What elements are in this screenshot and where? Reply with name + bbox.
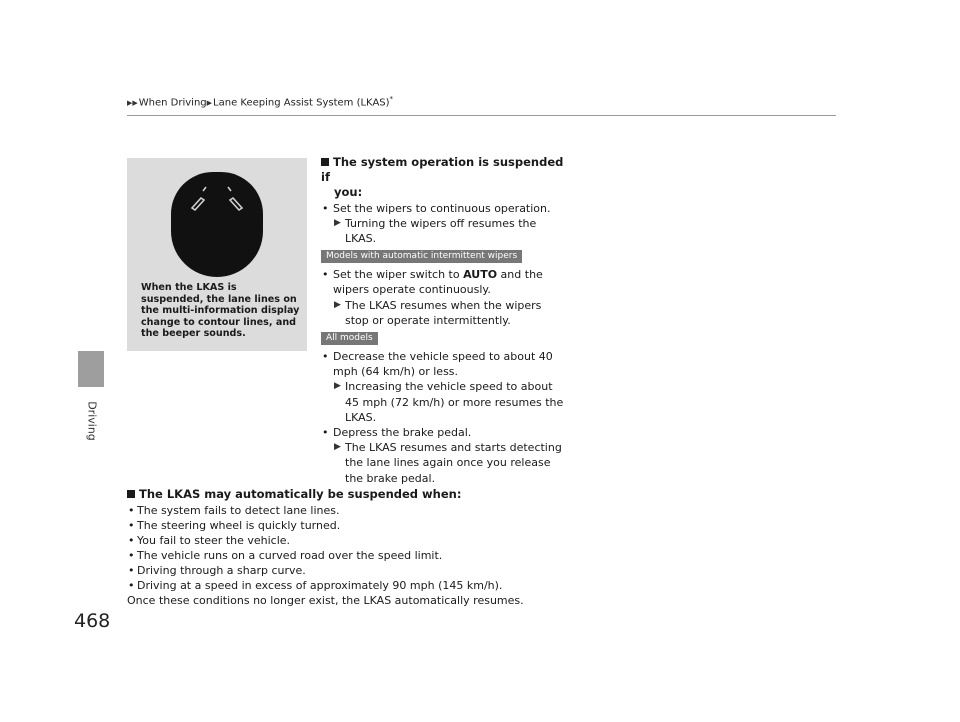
list-item: • The system fails to detect lane lines. bbox=[127, 503, 627, 518]
section-heading: The LKAS may automatically be suspended when: bbox=[127, 487, 627, 502]
arrow-icon: ▶▶ bbox=[127, 99, 138, 108]
list-item: • Driving through a sharp curve. bbox=[127, 563, 627, 578]
arrow-icon: ▶ bbox=[334, 217, 341, 228]
footnote-mark: * bbox=[389, 95, 394, 103]
arrow-icon: ▶ bbox=[206, 99, 213, 108]
sub-item: ▶ Increasing the vehicle speed to about 45 mph (72 km/h) or more resumes the LKAS. bbox=[334, 380, 564, 424]
section-heading: The system operation is suspended if bbox=[321, 155, 564, 185]
closing-text: Once these conditions no longer exist, the LKAS automatically resumes. bbox=[127, 594, 524, 607]
suspended-section bbox=[321, 155, 566, 486]
model-badge: All models bbox=[321, 332, 378, 345]
list-item: • The vehicle runs on a curved road over the speed limit. bbox=[127, 548, 627, 563]
list-item: • Depress the brake pedal. bbox=[321, 425, 566, 440]
section-label: Driving bbox=[85, 401, 99, 441]
lkas-display-image bbox=[171, 172, 263, 277]
list-item: • Decrease the vehicle speed to about 40 mph (64 km/h) or less. bbox=[321, 349, 566, 379]
section-tab bbox=[78, 351, 104, 387]
header-rule bbox=[127, 115, 836, 116]
page-number: 468 bbox=[74, 610, 111, 632]
list-item: • The steering wheel is quickly turned. bbox=[127, 518, 627, 533]
sub-item: ▶ The LKAS resumes when the wipers stop or operate intermittently. bbox=[334, 298, 542, 327]
breadcrumb-when-driving[interactable]: When Driving bbox=[138, 97, 207, 109]
breadcrumb-lkas[interactable]: Lane Keeping Assist System (LKAS) bbox=[213, 97, 390, 109]
list-item: • Set the wipers to continuous operation. bbox=[321, 201, 566, 216]
auto-suspend-section bbox=[127, 487, 627, 608]
sub-item: ▶ Turning the wipers off resumes the LKAS. bbox=[334, 216, 537, 246]
list-item: • Driving at a speed in excess of approximately 90 mph (145 km/h). bbox=[127, 578, 627, 593]
sub-item: ▶ The LKAS resumes and starts detecting the lane lines again once you release the brake pedal. bbox=[334, 441, 562, 485]
lane-lines-icon bbox=[171, 172, 263, 277]
info-box-caption: When the LKAS is suspended, the lane lines on the multi-information display change to contour lines, and the beeper sounds. bbox=[141, 282, 300, 340]
arrow-icon: ▶ bbox=[334, 442, 341, 453]
list-item: • You fail to steer the vehicle. bbox=[127, 533, 627, 548]
arrow-icon: ▶ bbox=[334, 299, 341, 310]
square-bullet-icon bbox=[127, 490, 135, 498]
square-bullet-icon bbox=[321, 158, 329, 166]
section-heading-cont: you: bbox=[334, 185, 363, 200]
model-badge: Models with automatic intermittent wipers bbox=[321, 250, 522, 263]
arrow-icon: ▶ bbox=[334, 381, 341, 392]
auto-keyword: AUTO bbox=[463, 268, 498, 282]
list-item: • Set the wiper switch to AUTO and the wipers operate continuously. bbox=[321, 267, 566, 297]
breadcrumb bbox=[127, 95, 393, 108]
